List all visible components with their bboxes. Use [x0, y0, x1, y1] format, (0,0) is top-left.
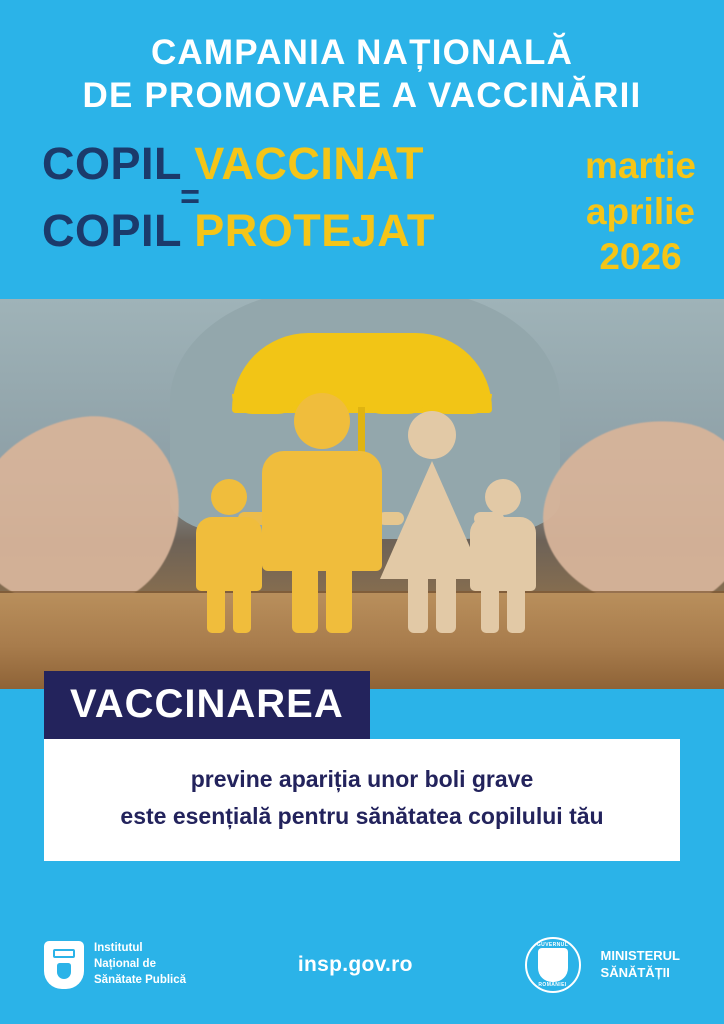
paper-figure-father	[262, 393, 382, 633]
mother-head	[408, 411, 456, 459]
father-body	[262, 451, 382, 571]
header-line-2: DE PROMOVARE A VACCINĂRII	[82, 75, 642, 115]
header-line-1: CAMPANIA NAȚIONALĂ	[150, 33, 574, 72]
date-year: 2026	[599, 235, 682, 277]
insp-logo	[44, 941, 186, 989]
paper-figure-child-right	[470, 479, 536, 633]
website-url[interactable]: insp.gov.ro	[297, 953, 413, 976]
slogan-word-vaccinat: VACCINAT	[194, 138, 425, 190]
campaign-dates	[585, 137, 696, 278]
slogan-equals-sign: =	[180, 178, 200, 217]
date-month-2: aprilie	[585, 190, 695, 232]
seal-crest	[538, 948, 568, 982]
message-title-badge: VACCINAREA	[44, 671, 370, 739]
message-line-2: este esențială pentru sănătatea copilului tău	[120, 803, 604, 829]
message-body	[44, 739, 680, 862]
slogan-block	[42, 137, 435, 259]
paper-figure-child-left	[196, 479, 262, 633]
insp-logo-line-2: Național de	[94, 958, 156, 971]
campaign-header	[0, 0, 724, 117]
child-right-legs	[470, 591, 536, 633]
child-left-body	[196, 517, 262, 591]
child-left-legs	[196, 591, 262, 633]
slogan-row-1	[42, 137, 435, 192]
slogan-word-copil-1: COPIL	[42, 138, 182, 190]
father-head	[294, 393, 350, 449]
photo-family-paper-figures	[0, 299, 724, 689]
insp-logo-text	[94, 941, 186, 989]
message-line-1: previne apariția unor boli grave	[190, 765, 534, 792]
ministry-line-1: MINISTERUL	[600, 948, 680, 964]
slogan-word-copil-2: COPIL	[42, 205, 182, 257]
paper-figure-mother	[380, 411, 484, 633]
father-legs	[262, 571, 382, 633]
shield-icon	[44, 941, 84, 989]
mother-legs	[380, 579, 484, 633]
ministry-logo	[525, 937, 680, 993]
child-right-head	[485, 479, 521, 515]
seal-text-bottom: ROMÂNIEI	[538, 982, 567, 988]
child-left-head	[211, 479, 247, 515]
poster-footer	[0, 906, 724, 1024]
insp-logo-line-1: Institutul	[94, 942, 143, 955]
seal-text-top: GUVERNUL	[536, 942, 569, 948]
slogan-word-protejat: PROTEJAT	[194, 205, 435, 257]
government-seal-icon	[525, 937, 581, 993]
child-right-body	[470, 517, 536, 591]
message-panel	[0, 671, 724, 862]
ministry-line-2: SĂNĂTĂȚII	[600, 965, 670, 980]
date-month-1: martie	[584, 145, 696, 187]
mother-body	[380, 461, 484, 579]
insp-logo-line-3: Sănătate Publică	[94, 973, 187, 986]
slogan-and-dates	[0, 117, 724, 278]
slogan-row-2	[42, 204, 435, 259]
ministry-text	[601, 948, 680, 982]
